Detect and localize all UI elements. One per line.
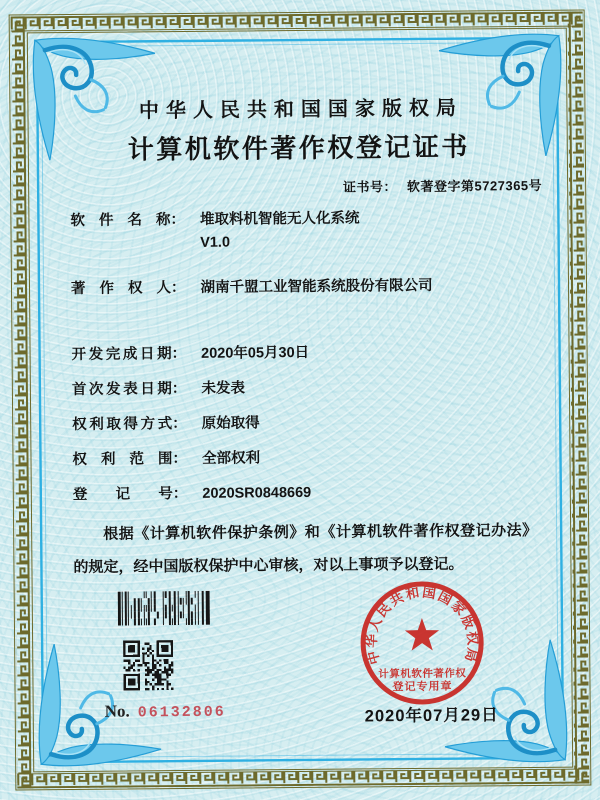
- field-colon: ：: [171, 380, 187, 398]
- serial-number: 06132806: [137, 703, 226, 722]
- registration-number: 2020SR0848669: [202, 484, 312, 502]
- seal-star: [405, 618, 439, 651]
- official-red-seal: [352, 572, 493, 713]
- field-label: 软件名称: [70, 212, 171, 229]
- field-colon: ：: [172, 415, 187, 433]
- completion-date: 2020年05月30日: [201, 344, 310, 362]
- field-label: 权利取得方式: [72, 416, 173, 433]
- certificate-number-label: 证书号：: [342, 179, 398, 195]
- field-copyright-owner: [71, 275, 433, 301]
- field-software-name: [70, 207, 359, 256]
- field-label: 首次发表日期: [71, 381, 172, 398]
- field-colon: ：: [170, 279, 186, 297]
- barcode: [118, 591, 210, 626]
- rights-scope: 全部权利: [201, 450, 261, 467]
- field-label: 权利范围: [72, 451, 173, 468]
- field-acquisition-method: [72, 412, 260, 437]
- certificate-number-value: 软著登字第5727365号: [406, 177, 543, 195]
- qr-code: [123, 640, 173, 690]
- software-version: V1.0: [200, 234, 231, 251]
- acquisition-method: 原始取得: [201, 415, 260, 432]
- certificate-title: 计算机软件著作权登记证书: [127, 131, 470, 165]
- field-label: 著作权人: [70, 280, 172, 297]
- field-colon: ：: [170, 211, 185, 229]
- serial-number-row: [105, 701, 226, 722]
- field-colon: ：: [171, 345, 187, 363]
- serial-label: No.: [104, 701, 130, 721]
- certificate-number-row: [343, 175, 542, 196]
- field-completion-date: [72, 342, 310, 367]
- field-first-publication: [72, 377, 245, 402]
- seal-ring-text: 中华人民共和国国家版权局: [363, 584, 481, 667]
- field-registration-number: [73, 482, 312, 507]
- seal-line2: 登记专用章: [392, 680, 453, 694]
- issue-date: 2020年07月29日: [364, 706, 499, 726]
- field-colon: ：: [172, 485, 188, 503]
- authority-title: 中华人民共和国国家版权局: [138, 97, 464, 123]
- field-value: [200, 207, 360, 254]
- field-rights-scope: [72, 447, 260, 472]
- field-label: 开发完成日期: [71, 346, 172, 363]
- field-label: 登记号: [72, 486, 173, 503]
- seal-line1: 计算机软件著作权: [378, 667, 467, 681]
- field-colon: ：: [172, 450, 188, 468]
- registration-statement: 根据《计算机软件保护条例》和《计算机软件著作权登记办法》的规定，经中国版权保护中心审核，对以上事项予以登记。: [73, 521, 538, 576]
- owner-name: 湖南千盟工业智能系统股份有限公司: [200, 277, 433, 296]
- first-publication: 未发表: [201, 380, 245, 397]
- software-name: 堆取料机智能无人化系统: [199, 210, 360, 228]
